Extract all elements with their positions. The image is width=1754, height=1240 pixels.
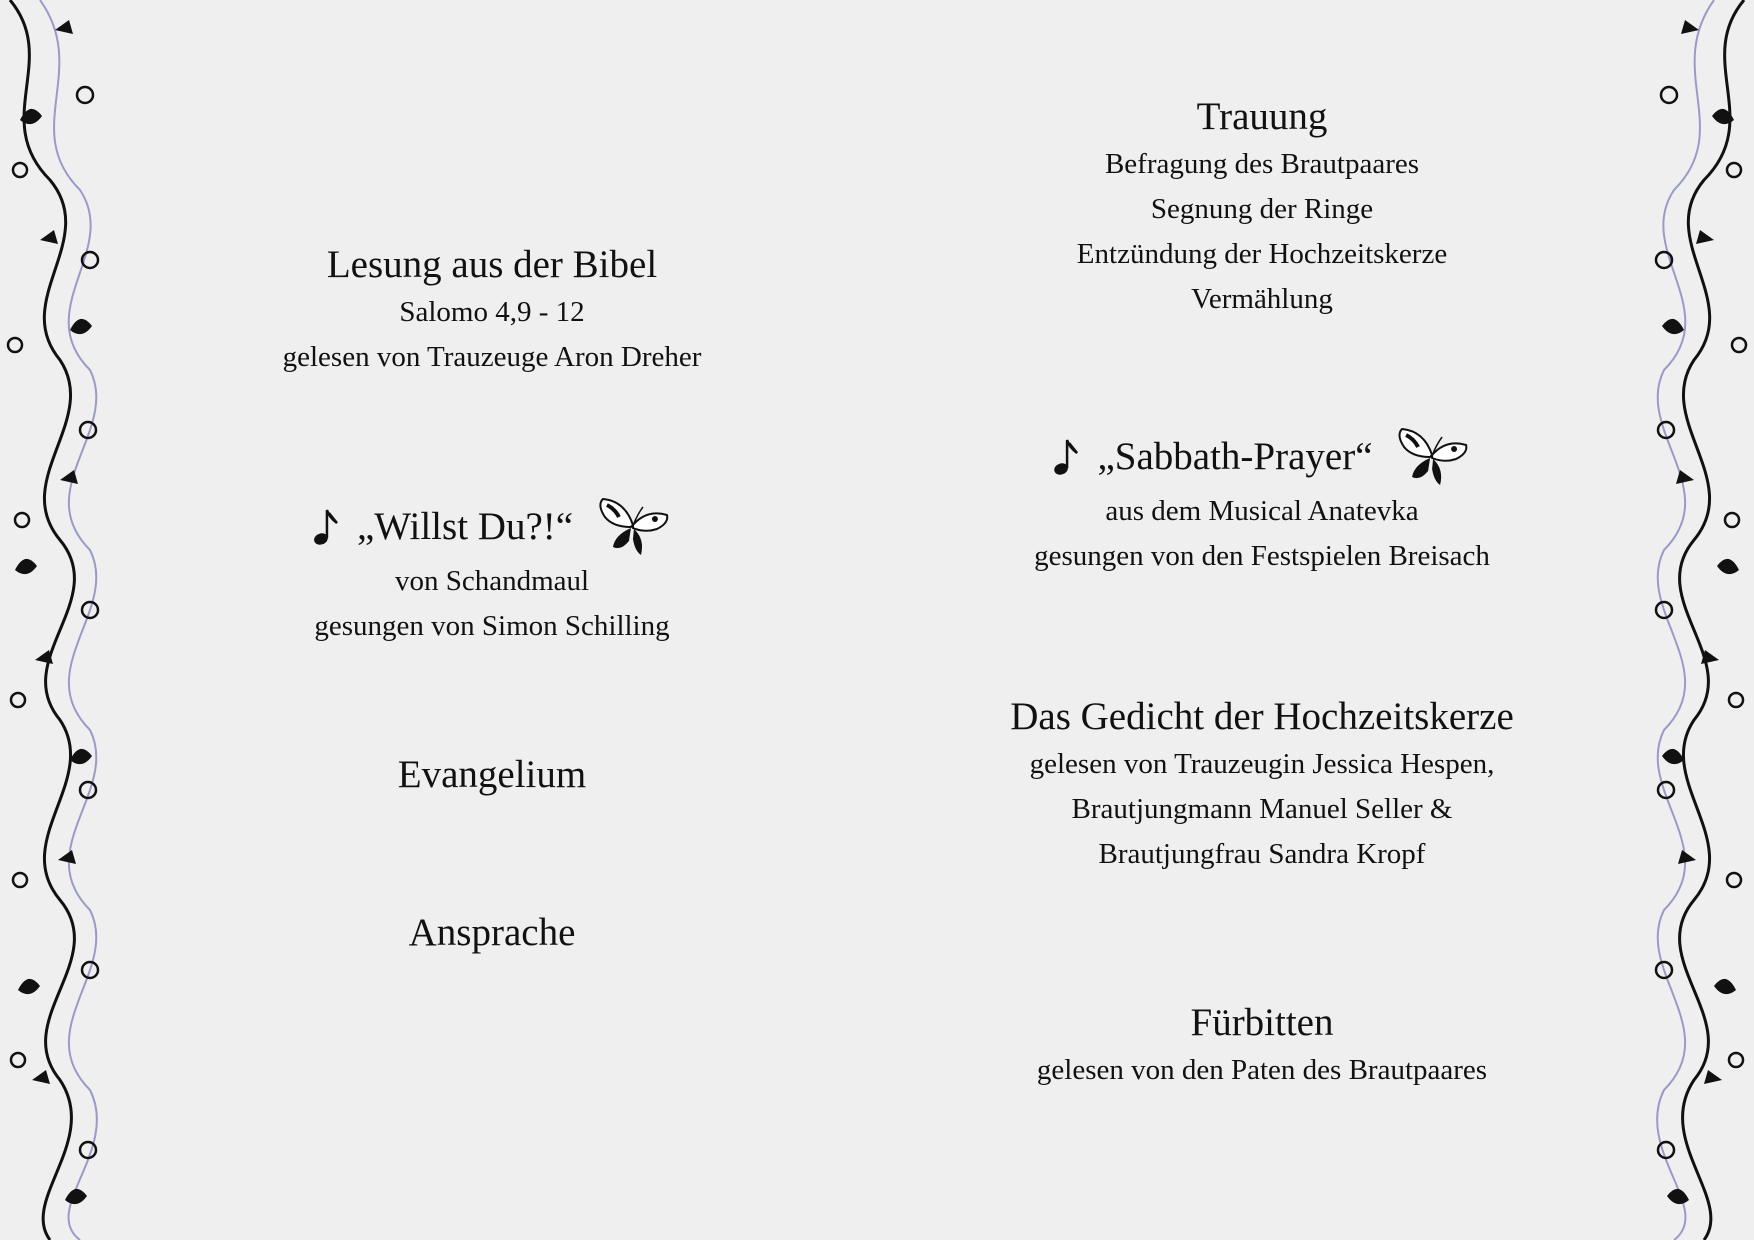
section-song-willst-du [313, 495, 671, 649]
section-fuerbitten [1037, 998, 1487, 1093]
gedicht-reader: gelesen von Trauzeugin Jessica Hespen, [1029, 748, 1495, 780]
trauung-item: Segnung der Ringe [1150, 193, 1374, 225]
section-trauung [1077, 92, 1447, 322]
trauung-item: Befragung des Brautpaares [1104, 148, 1420, 180]
section-ansprache [409, 908, 576, 958]
section-gedicht [1010, 692, 1514, 877]
music-note-icon [313, 507, 339, 547]
music-note-icon [1053, 437, 1079, 477]
section-title-ansprache: Ansprache [408, 911, 576, 954]
floral-border-right-icon [1634, 0, 1754, 1240]
butterfly-icon [1395, 425, 1471, 489]
lesung-reference: Salomo 4,9 - 12 [399, 296, 585, 328]
trauung-item: Vermählung [1191, 283, 1333, 315]
song-title: „Willst Du?!“ [356, 505, 574, 548]
section-title-trauung: Trauung [1196, 95, 1328, 138]
section-song-sabbath-prayer [1034, 425, 1490, 579]
song-source: aus dem Musical Anatevka [1105, 495, 1419, 527]
fuerbitten-reader: gelesen von den Paten des Brautpaares [1036, 1054, 1488, 1086]
section-title-lesung: Lesung aus der Bibel [326, 243, 658, 286]
section-title-fuerbitten: Fürbitten [1190, 1001, 1334, 1044]
song-title: „Sabbath-Prayer“ [1097, 435, 1373, 478]
song-heading [1053, 425, 1470, 489]
song-heading [313, 495, 671, 559]
trauung-item: Entzündung der Hochzeitskerze [1076, 238, 1448, 270]
song-performer: gesungen von Simon Schilling [314, 610, 670, 642]
section-title-evangelium: Evangelium [397, 753, 587, 796]
lesung-reader: gelesen von Trauzeuge Aron Dreher [282, 341, 702, 373]
section-title-gedicht: Das Gedicht der Hochzeitskerze [1010, 695, 1514, 738]
gedicht-reader: Brautjungfrau Sandra Kropf [1098, 838, 1426, 870]
song-artist: von Schandmaul [394, 565, 590, 597]
section-lesung [283, 240, 702, 380]
section-evangelium [398, 750, 586, 800]
gedicht-reader: Brautjungmann Manuel Seller & [1071, 793, 1453, 825]
butterfly-icon [595, 495, 671, 559]
floral-border-left-icon [0, 0, 120, 1240]
song-performer: gesungen von den Festspielen Breisach [1034, 540, 1490, 572]
